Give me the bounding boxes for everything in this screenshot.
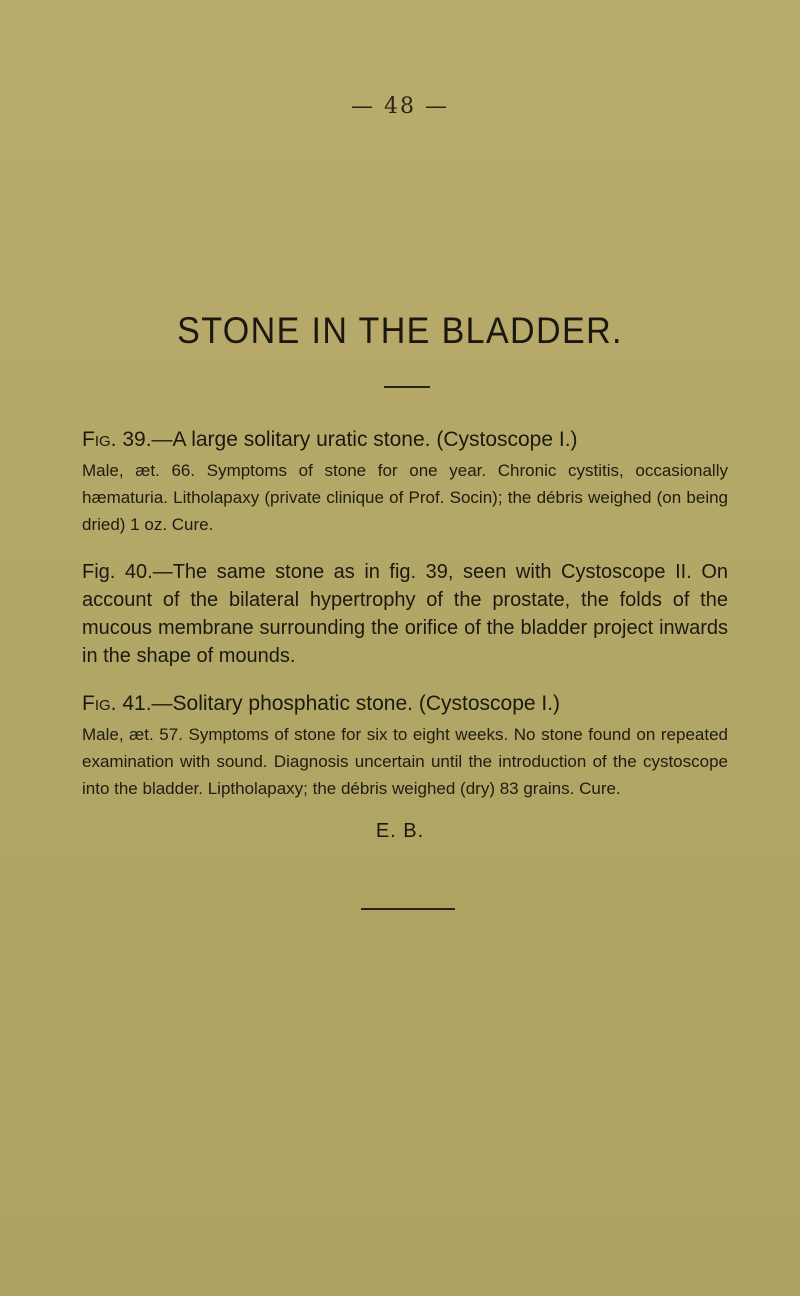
figure-40-label: Fig. [82, 561, 116, 583]
figure-39-heading-text: 39.—A large solitary uratic stone. (Cystoscope I.) [116, 428, 578, 451]
author-initials: E. B. [375, 820, 425, 842]
page-number: — 48 — [351, 94, 449, 119]
figure-41-description: Male, æt. 57. Symptoms of stone for six to eight weeks. No stone found on repeated examination with sound. Diagnosis uncertain until the introduction of the cystoscope into the bladder. Liptholapaxy; the débris weighed (dry) 83 grains. Cure. [82, 725, 728, 798]
figure-40-heading [82, 558, 728, 670]
figure-39-heading [82, 425, 728, 455]
closing-divider [361, 908, 455, 910]
figure-39-label: Fig. [82, 428, 117, 451]
figure-41-heading [82, 689, 728, 719]
figure-40-heading-text: 40.—The same stone as in fig. 39, seen with Cystoscope II. On account of the bilateral hypertrophy of the prostate, the folds of the mucous membrane surrounding the orifice of the bladder project inwards in the shape of mounds. [82, 561, 728, 667]
figure-39-caption [82, 425, 728, 538]
figure-41-label: Fig. [82, 692, 117, 715]
title-divider [384, 386, 430, 388]
page-title: STONE IN THE BLADDER. [177, 310, 623, 351]
figure-41-caption [82, 689, 728, 802]
figure-41-heading-text: 41.—Solitary phosphatic stone. (Cystoscope I.) [116, 692, 561, 715]
figure-39-description: Male, æt. 66. Symptoms of stone for one year. Chronic cystitis, occasionally hæmaturia. Litholapaxy (private clinique of Prof. Socin); the débris weighed (on being dried) 1 oz. Cure. [82, 461, 728, 534]
figure-40-caption [82, 556, 728, 670]
